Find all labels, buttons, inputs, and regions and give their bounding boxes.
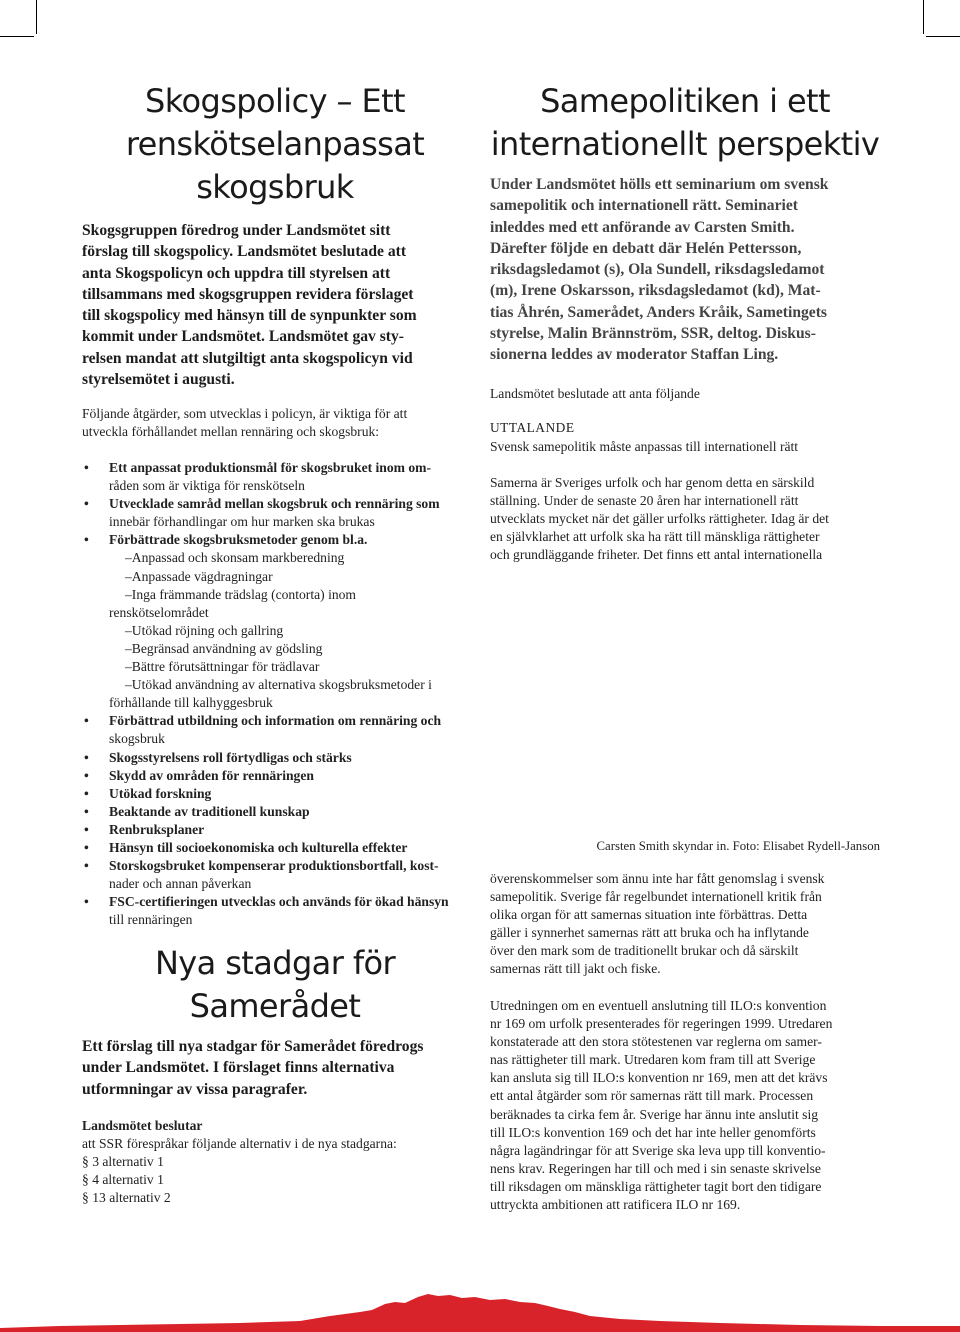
lead-line: riksdagsledamot (s), Ola Sundell, riksdagsledamot [490,261,825,279]
measure-sub-item [82,622,468,640]
paragraph-line: olika organ för att samernas situation inte förbättras. Detta [490,907,808,923]
statement-paragraph-2 [490,870,882,979]
intro-line: anta Skogspolicyn och uppdra till styrelsen att [82,264,391,282]
skogspolicy-intro [82,220,468,390]
measure-sub-item [82,658,468,676]
stadgar-title [82,942,468,1028]
title-line: Skogspolicy – Ett [145,82,405,120]
mountain-silhouette-footer [0,1288,960,1332]
title-line: Samerådet [189,987,361,1025]
measure-continuation: renskötselområdet [109,604,209,620]
measure-sub-item [82,586,468,604]
stadgar-lead [82,1036,472,1100]
measure-sub-item-text: –Utökad röjning och gallring [125,622,284,638]
measure-bullet-item: • Skogsstyrelsens roll förtydligas och stärks [82,749,468,767]
decision-block [82,1117,472,1207]
paragraph-line: nas rättigheter till mark. Utredaren kom fram till att Sverige [490,1052,816,1068]
paragraph-line: gäller i synnerhet samernas rätt att bruka och ha inflytande [490,925,809,941]
intro-line: förslag till skogspolicy. Landsmötet beslutade att [82,243,407,261]
measures-list [82,459,468,929]
paragraph-line: över den mark som de traditionellt brukar och då särskilt [490,943,799,959]
paragraph-line: nr 169 om urfolk presenterades för regeringen 1999. Utredaren [490,1016,833,1032]
measure-bullet-item: • Utökad forskning [82,785,468,803]
decision-heading: Landsmötet beslutar [82,1118,203,1133]
measure-sub-item [82,640,468,658]
measure-sub-item-text: –Bättre förutsättningar för trädlavar [125,659,320,675]
paragraph-line: samernas rätt till jakt och fiske. [490,961,661,977]
measure-bullet-item: • Ett anpassat produktionsmål för skogsbruket inom om- [82,459,468,477]
measure-bullet-item: • Renbruksplaner [82,821,468,839]
mountain-shape [0,1294,960,1332]
paragraph-line: Samerna är Sveriges urfolk och har genom detta en särskild [490,475,815,490]
crop-mark-left-top [0,36,34,37]
measures-intro-line: utveckla förhållandet mellan rennäring och skogsbruk: [82,424,380,440]
lead-line: inleddes med ett anförande av Carsten Smith. [490,218,795,236]
measure-sub-item [82,676,468,694]
stadgar-lead-line: Ett förslag till nya stadgar för Samerådet föredrogs [82,1038,424,1055]
paragraph-line: överenskommelser som ännu inte har fått genomslag i svensk [490,871,825,886]
title-line: renskötselanpassat [125,125,425,163]
lead-line: Därefter följde en debatt där Helén Pettersson, [490,239,802,257]
statement-paragraph-3 [490,997,882,1214]
intro-line: till skogspolicy med hänsyn till de synpunkter som [82,307,417,325]
title-line: Samepolitiken i ett [540,82,830,120]
lead-line: (m), Irene Oskarsson, riksdagsledamot (kd), Mat- [490,282,821,300]
paragraph-line: en självklarhet att urfolk ska ha rätt till mänskliga rättigheter [490,529,820,545]
measure-continuation: till rennäringen [109,912,193,928]
paragraph-line: utvecklats mycket när det gäller urfolks rättigheter. Idag är det [490,511,829,527]
title-line: skogsbruk [196,168,354,206]
crop-mark-top-left [36,0,37,34]
paragraph-line: ett antal åtgärder som rör samernas rätt till mark. Processen [490,1088,814,1104]
paragraph-line: några lagändringar för att Sverige ska leva upp till konventio- [490,1142,826,1158]
crop-mark-right-top [926,36,960,37]
samepolitiken-lead [490,174,882,366]
paragraph-line: Utredningen om en eventuell anslutning till ILO:s konvention [490,998,827,1013]
statement-subtitle: Svensk samepolitik måste anpassas till internationell rätt [490,439,799,454]
measure-sub-item [82,568,468,586]
lead-line: Under Landsmötet hölls ett seminarium om svensk [490,176,829,193]
decided-line: Landsmötet beslutade att anta följande [490,386,700,401]
measure-sub-item-text: –Inga främmande trädslag (contorta) inom [125,586,357,602]
paragraph-line: beräknades ta cirka fem år. Sverige har ännu inte anslutit sig [490,1106,819,1122]
decision-line: § 13 alternativ 2 [82,1190,171,1206]
crop-mark-top-right [923,0,924,34]
paragraph-line: och grundläggande friheter. Det finns ett antal internationella [490,547,823,563]
paragraph-line: till riksdagen om mänskliga rättigheter tagit bort den tidigare [490,1178,822,1194]
paragraph-line: ställning. Under de senaste 20 åren har internationell rätt [490,493,799,509]
measures-intro [82,405,468,441]
intro-line: relsen mandat att slutgiltigt anta skogspolicyn vid [82,349,413,367]
intro-line: Skogsgruppen föredrog under Landsmötet sitt [82,222,391,239]
statement-paragraph-1 [490,474,882,564]
measure-bullet-item: • Förbättrade skogsbruksmetoder genom bl.a. [82,531,468,549]
decision-line: § 3 alternativ 1 [82,1154,164,1170]
intro-line: kommit under Landsmötet. Landsmötet gav sty- [82,328,404,346]
photo-caption: Carsten Smith skyndar in. Foto: Elisabet Rydell-Janson [596,839,880,853]
measure-bullet-item: • Skydd av områden för rennäringen [82,767,468,785]
measure-bullet-item: • Förbättrad utbildning och information om rennäring och [82,712,468,730]
measure-continuation: skogsbruk [109,731,165,747]
measure-bullet-item: • Storskogsbruket kompenserar produktionsbortfall, kost- [82,857,468,875]
paragraph-line: nens krav. Regeringen har till och med i sin senaste skrivelse [490,1160,821,1176]
samepolitiken-title [490,80,880,166]
decision-line: att SSR förespråkar följande alternativ i de nya stadgarna: [82,1136,397,1152]
title-line: Nya stadgar för [154,944,396,982]
lead-line: tias Åhrén, Samerådet, Anders Kråik, Sametingets [490,303,827,321]
measure-continuation: råden som är viktiga för renskötseln [109,478,305,494]
title-line: internationellt perspektiv [490,125,880,163]
stadgar-lead-line: under Landsmötet. I förslaget finns alternativa [82,1059,395,1077]
lead-line: styrelse, Malin Brännström, SSR, deltog. Diskus- [490,325,816,343]
measure-continuation: innebär förhandlingar om hur marken ska brukas [109,514,375,530]
measure-sub-item [82,549,468,567]
stadgar-lead-line: utformningar av vissa paragrafer. [82,1080,308,1098]
paragraph-line: till ILO:s konvention 169 och det har inte heller genomförts [490,1124,816,1140]
lead-line: samepolitik och internationell rätt. Seminariet [490,197,798,215]
paragraph-line: kan ansluta sig till ILO:s konvention nr 169, men att det krävs [490,1070,828,1086]
measure-continuation: förhållande till kalhyggesbruk [109,695,273,711]
measure-bullet-item: • Hänsyn till socioekonomiska och kulturella effekter [82,839,468,857]
paragraph-line: samepolitik. Sverige får regelbundet internationell kritik från [490,889,822,905]
measure-sub-item-text: –Anpassade vägdragningar [125,568,273,584]
measure-continuation: nader och annan påverkan [109,876,252,892]
lead-line: sionerna leddes av moderator Staffan Ling. [490,346,779,364]
paragraph-line: uttryckta ambitionen att ratificera ILO nr 169. [490,1197,741,1213]
statement-heading: UTTALANDE [490,420,575,435]
measure-bullet-item: • Beaktande av traditionell kunskap [82,803,468,821]
paragraph-line: konstaterade att den stora stötestenen var reglerna om samer- [490,1034,822,1050]
skogspolicy-title [82,80,468,209]
decision-line: § 4 alternativ 1 [82,1172,164,1188]
measure-bullet-item: • Utvecklade samråd mellan skogsbruk och rennäring som [82,495,468,513]
intro-line: tillsammans med skogsgruppen revidera förslaget [82,285,414,303]
measure-sub-item-text: –Utökad användning av alternativa skogsbruksmetoder i [125,677,432,693]
measures-intro-line: Följande åtgärder, som utvecklas i policyn, är viktiga för att [82,406,408,421]
measure-bullet-item: • FSC-certifieringen utvecklas och används för ökad hänsyn [82,893,468,911]
intro-line: styrelsemötet i augusti. [82,371,235,389]
measure-sub-item-text: –Begränsad användning av gödsling [125,640,323,656]
measure-sub-item-text: –Anpassad och skonsam markberedning [125,550,345,566]
